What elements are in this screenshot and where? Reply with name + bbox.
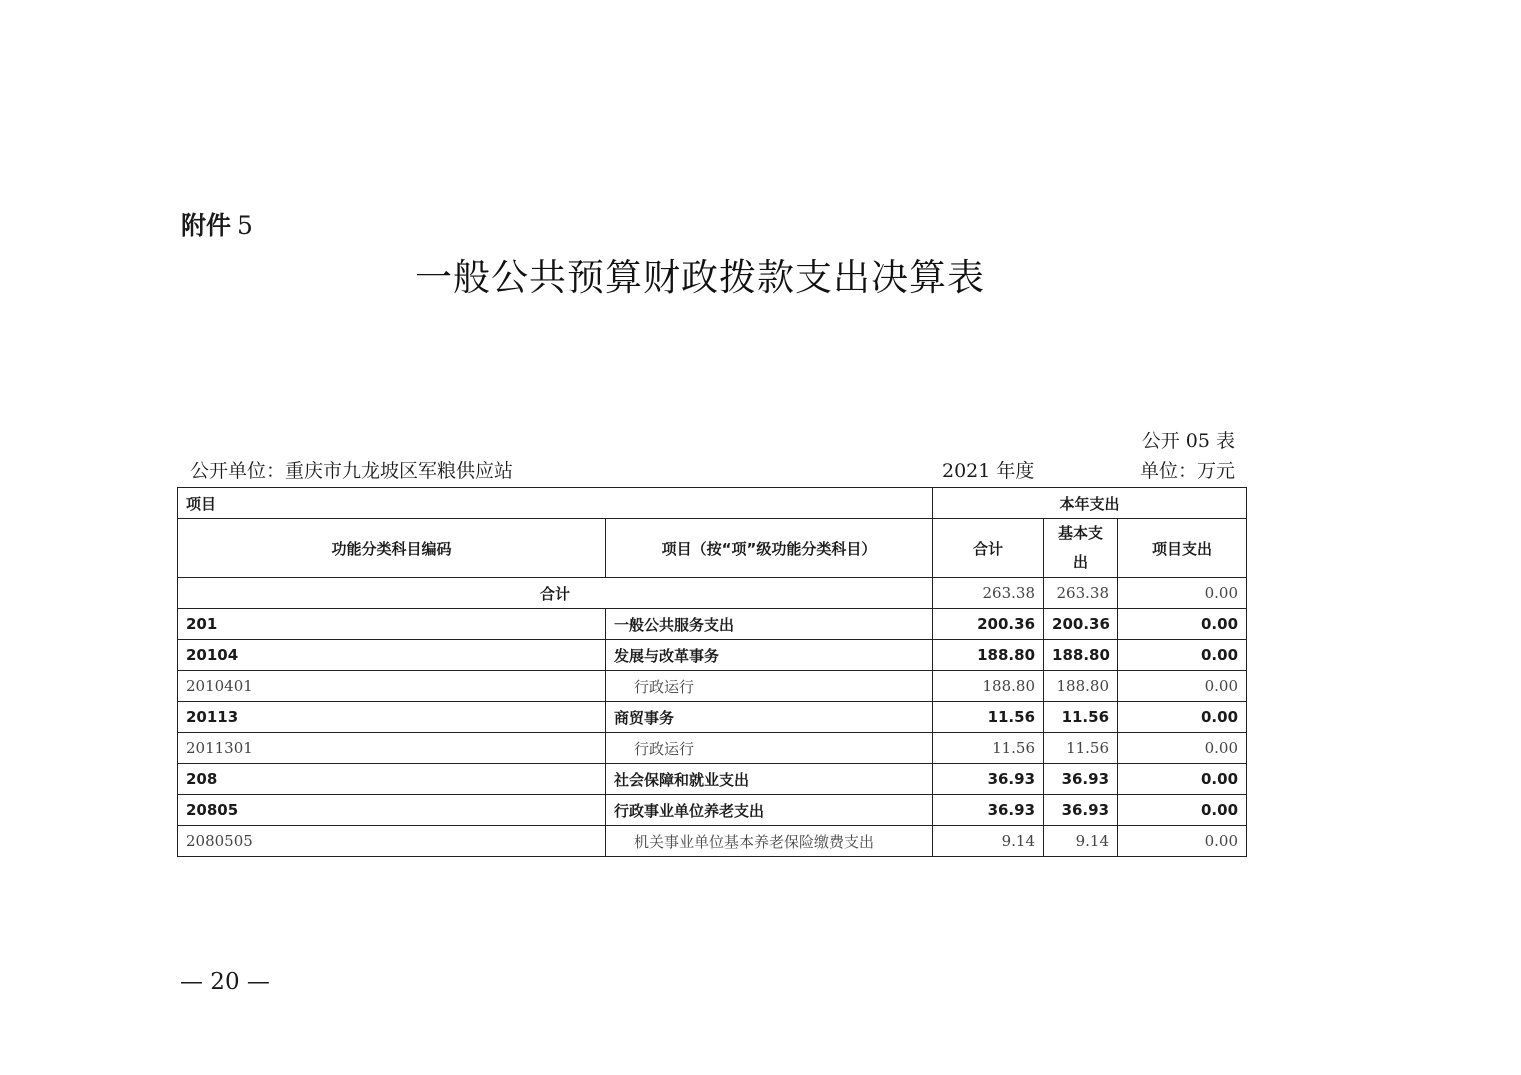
row-project: 0.00 [1118, 764, 1247, 795]
table-row [178, 733, 1247, 764]
row-basic: 36.93 [1044, 795, 1118, 826]
column-header-basic: 基本支出 [1044, 519, 1118, 578]
reporting-organization: 公开单位：重庆市九龙坡区军粮供应站 [190, 460, 514, 482]
fiscal-year: 2021 年度 [942, 460, 1035, 482]
row-basic: 9.14 [1044, 826, 1118, 857]
page-title: 一般公共预算财政拨款支出决算表 [415, 256, 985, 299]
column-header-code: 功能分类科目编码 [178, 519, 606, 578]
row-code: 2010401 [178, 671, 606, 702]
table-row [178, 795, 1247, 826]
page-number: — 20 — [180, 969, 270, 995]
row-total: 11.56 [933, 702, 1044, 733]
row-basic: 11.56 [1044, 733, 1118, 764]
total-total: 263.38 [933, 578, 1044, 609]
row-name: 机关事业单位基本养老保险缴费支出 [606, 826, 933, 857]
header-row-top [178, 488, 1247, 519]
column-header-name: 项目（按“项”级功能分类科目） [606, 519, 933, 578]
table-row [178, 764, 1247, 795]
row-total: 36.93 [933, 795, 1044, 826]
row-name: 一般公共服务支出 [606, 609, 933, 640]
row-name: 行政运行 [606, 671, 933, 702]
table-row [178, 671, 1247, 702]
attachment-label [181, 206, 253, 246]
header-current-year: 本年支出 [933, 488, 1247, 519]
row-basic: 36.93 [1044, 764, 1118, 795]
row-project: 0.00 [1118, 671, 1247, 702]
row-code: 2080505 [178, 826, 606, 857]
row-name: 行政运行 [606, 733, 933, 764]
row-project: 0.00 [1118, 609, 1247, 640]
row-basic: 188.80 [1044, 640, 1118, 671]
row-total: 11.56 [933, 733, 1044, 764]
row-total: 36.93 [933, 764, 1044, 795]
table-row [178, 640, 1247, 671]
row-code: 201 [178, 609, 606, 640]
row-name: 发展与改革事务 [606, 640, 933, 671]
row-basic: 11.56 [1044, 702, 1118, 733]
total-project: 0.00 [1118, 578, 1247, 609]
total-basic: 263.38 [1044, 578, 1118, 609]
row-project: 0.00 [1118, 826, 1247, 857]
row-code: 20805 [178, 795, 606, 826]
row-basic: 200.36 [1044, 609, 1118, 640]
row-total: 9.14 [933, 826, 1044, 857]
attachment-number: 5 [237, 211, 253, 240]
row-name: 行政事业单位养老支出 [606, 795, 933, 826]
row-project: 0.00 [1118, 702, 1247, 733]
row-basic: 188.80 [1044, 671, 1118, 702]
table-number: 公开 05 表 [1141, 430, 1235, 452]
header-item: 项目 [178, 488, 933, 519]
column-header-project: 项目支出 [1118, 519, 1247, 578]
row-project: 0.00 [1118, 640, 1247, 671]
row-code: 2011301 [178, 733, 606, 764]
row-code: 20113 [178, 702, 606, 733]
row-total: 188.80 [933, 640, 1044, 671]
header-row-columns [178, 519, 1247, 578]
table-row [178, 609, 1247, 640]
row-total: 188.80 [933, 671, 1044, 702]
row-project: 0.00 [1118, 733, 1247, 764]
row-code: 20104 [178, 640, 606, 671]
row-name: 社会保障和就业支出 [606, 764, 933, 795]
column-header-total: 合计 [933, 519, 1044, 578]
budget-table [177, 487, 1247, 857]
row-project: 0.00 [1118, 795, 1247, 826]
row-code: 208 [178, 764, 606, 795]
currency-unit: 单位：万元 [1139, 460, 1235, 482]
table-row [178, 702, 1247, 733]
row-total: 200.36 [933, 609, 1044, 640]
total-label: 合计 [178, 578, 933, 609]
total-row [178, 578, 1247, 609]
row-name: 商贸事务 [606, 702, 933, 733]
attachment-text: 附件 [181, 211, 232, 240]
table-row [178, 826, 1247, 857]
